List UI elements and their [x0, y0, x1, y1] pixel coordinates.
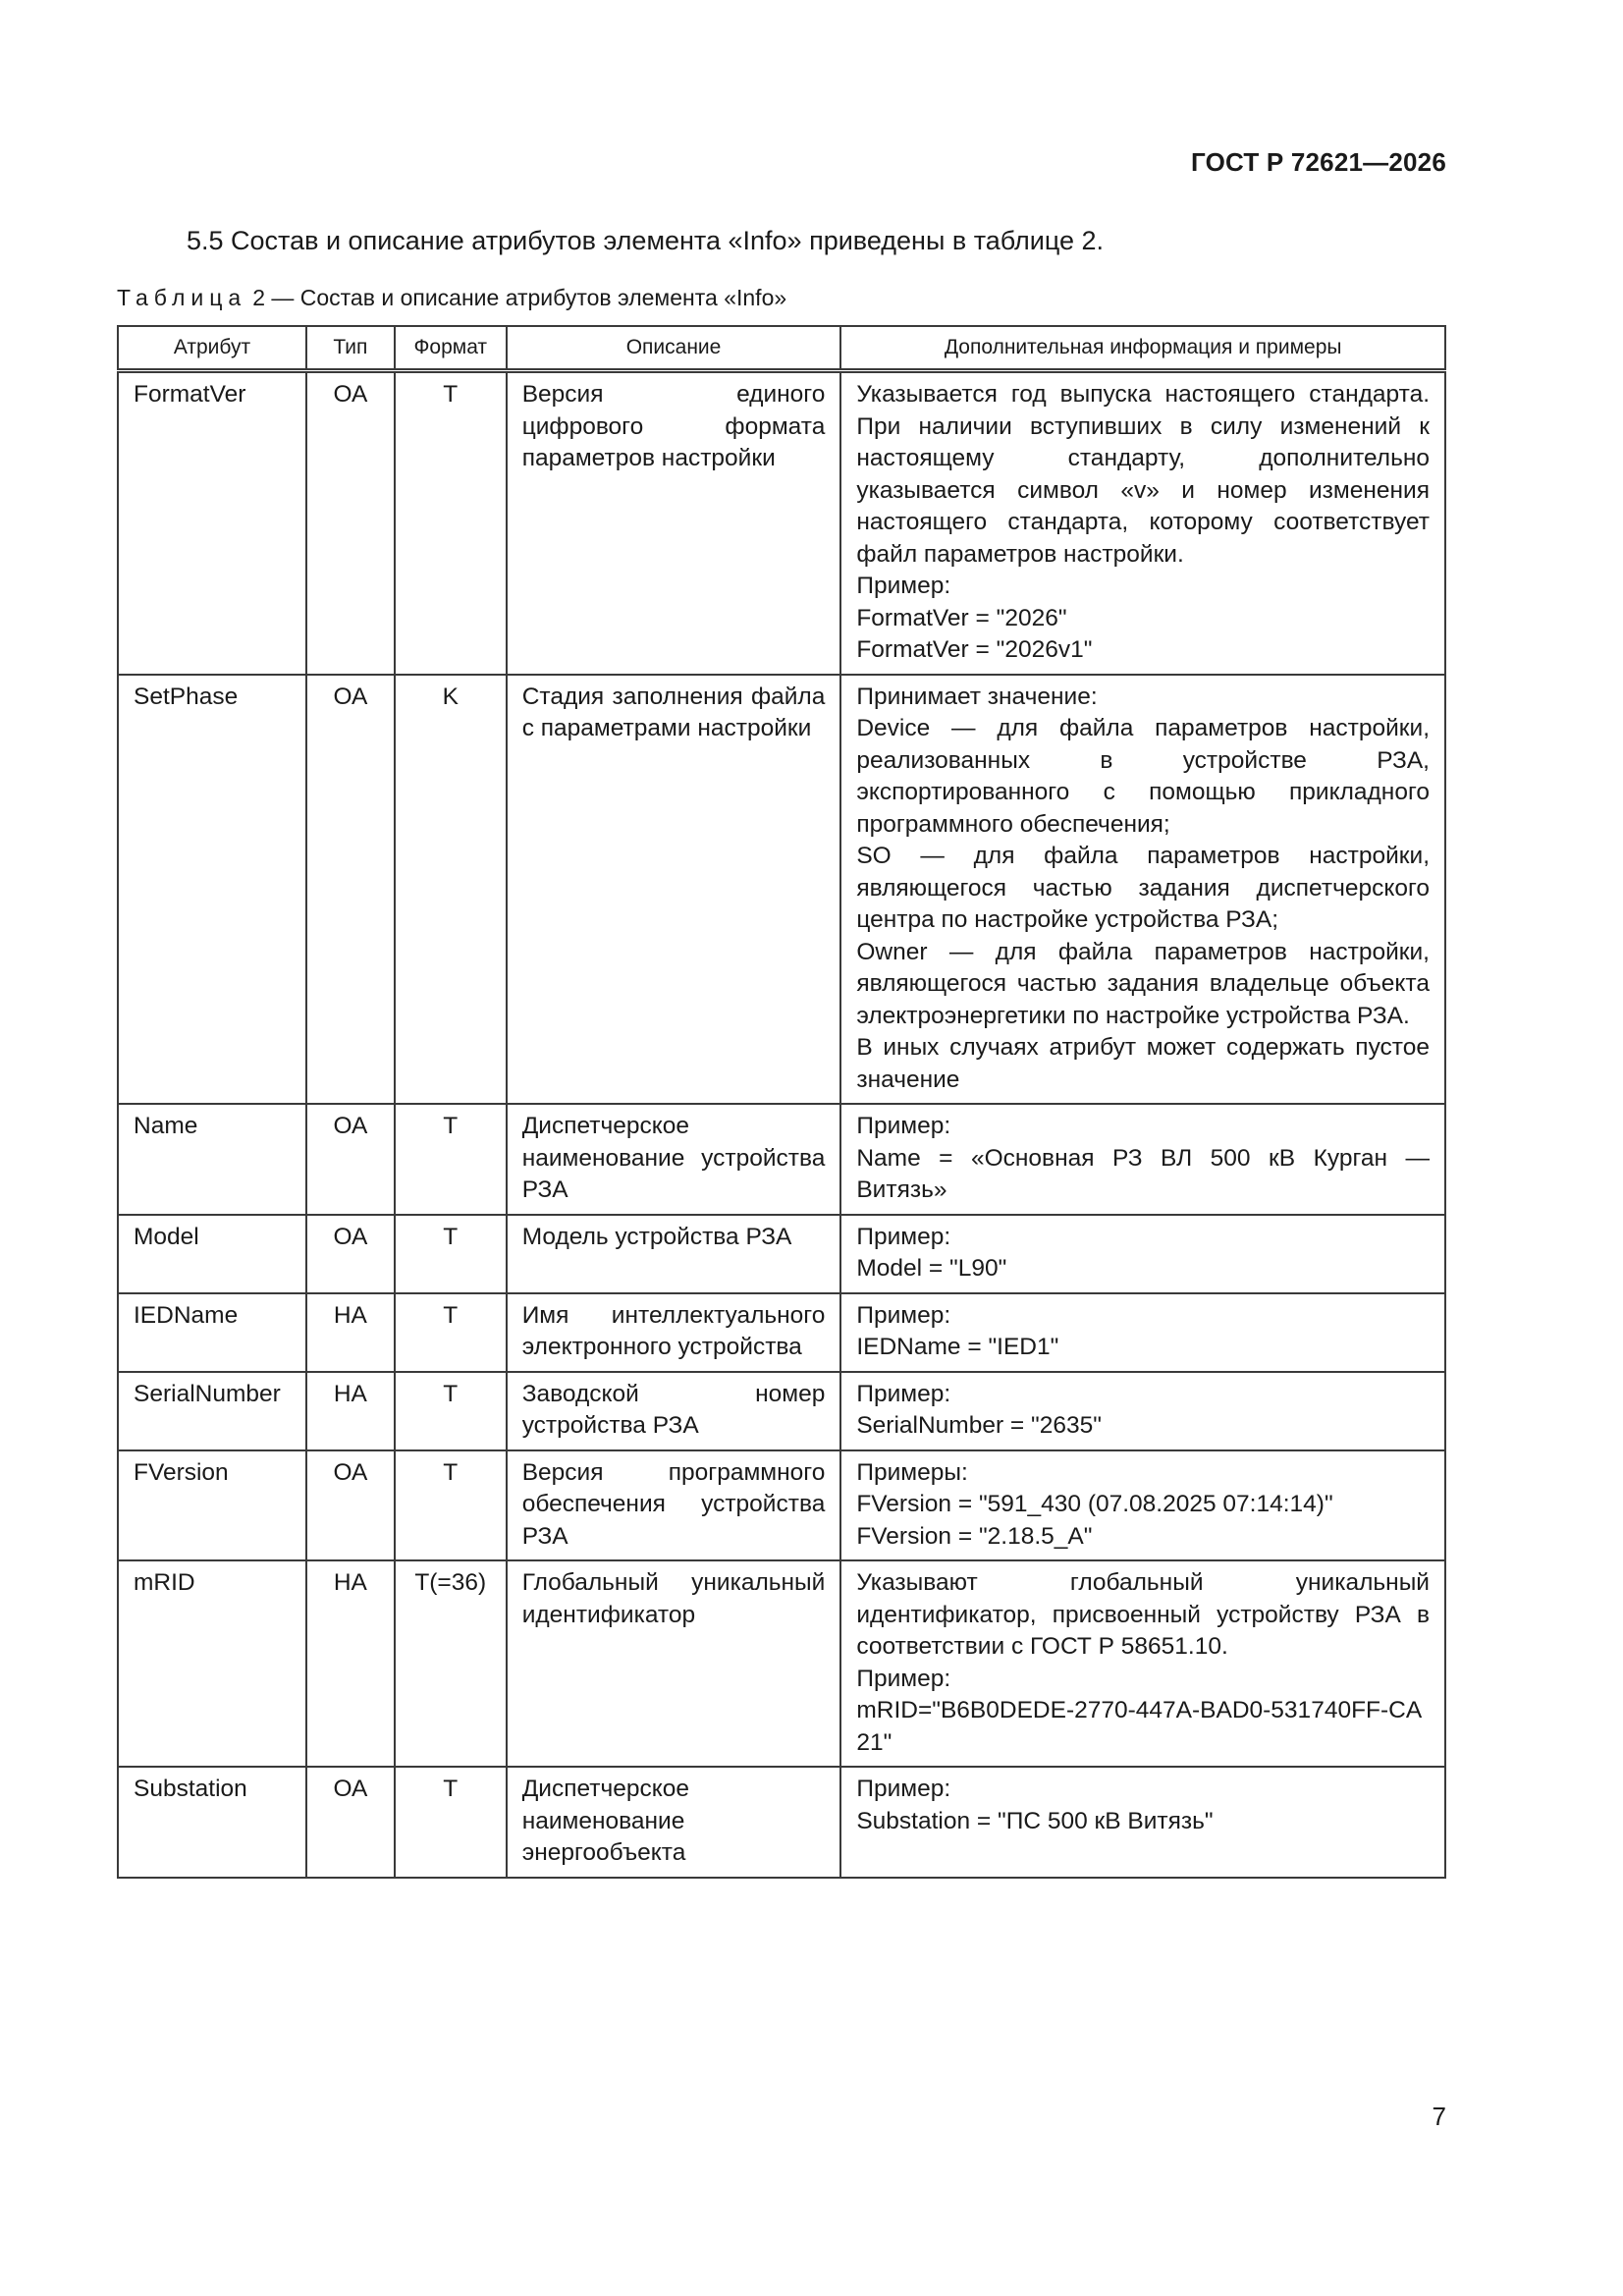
cell-type: ОА [306, 675, 395, 1105]
cell-type: ОА [306, 1767, 395, 1878]
cell-description: Глобальный уникальный идентификатор [507, 1560, 841, 1767]
info-line: В иных случаях атрибут может содержать пустое значение [856, 1034, 1430, 1093]
info-line: Пример: [856, 1665, 951, 1692]
header-type: Тип [306, 326, 395, 371]
cell-attribute: FVersion [118, 1450, 306, 1561]
cell-additional-info [840, 1104, 1445, 1215]
page-number: 7 [1432, 2102, 1446, 2131]
info-line: Device — для файла параметров настройки, реализованных в устройстве РЗА, экспортированного с помощью прикладного программного обеспечения; [856, 715, 1430, 838]
cell-additional-info [840, 675, 1445, 1105]
table-row [118, 1293, 1445, 1372]
cell-type: ОА [306, 371, 395, 675]
cell-format: Т [395, 1450, 507, 1561]
cell-description: Версия программного обеспечения устройства РЗА [507, 1450, 841, 1561]
info-line: SerialNumber = "2635" [856, 1412, 1102, 1439]
info-line: FormatVer = "2026" [856, 604, 1067, 631]
cell-description: Имя интеллектуального электронного устройства [507, 1293, 841, 1372]
attributes-table [117, 325, 1446, 1879]
header-format: Формат [395, 326, 507, 371]
cell-description: Модель устройства РЗА [507, 1215, 841, 1293]
cell-format: Т [395, 1293, 507, 1372]
cell-additional-info [840, 1560, 1445, 1767]
cell-attribute: IEDName [118, 1293, 306, 1372]
table-row [118, 371, 1445, 675]
cell-attribute: mRID [118, 1560, 306, 1767]
table-row [118, 1104, 1445, 1215]
table-caption [117, 285, 786, 311]
cell-type: НА [306, 1372, 395, 1450]
cell-description: Диспетчерское наименование энергообъекта [507, 1767, 841, 1878]
cell-description: Версия единого цифрового формата параметров настройки [507, 371, 841, 675]
info-line: Пример: [856, 1776, 951, 1802]
header-attribute: Атрибут [118, 326, 306, 371]
cell-format: Т [395, 1767, 507, 1878]
cell-format: Т [395, 1104, 507, 1215]
cell-type: НА [306, 1293, 395, 1372]
intro-paragraph: 5.5 Состав и описание атрибутов элемента «Info» приведены в таблице 2. [187, 226, 1105, 255]
table-row [118, 675, 1445, 1105]
cell-format: Т(=36) [395, 1560, 507, 1767]
info-line: Substation = "ПС 500 кВ Витязь" [856, 1807, 1214, 1834]
cell-attribute: SetPhase [118, 675, 306, 1105]
cell-format: Т [395, 1215, 507, 1293]
info-line: Пример: [856, 573, 951, 599]
table-row [118, 1767, 1445, 1878]
table-caption-text: 2 — Состав и описание атрибутов элемента «Info» [252, 285, 787, 310]
cell-attribute: FormatVer [118, 371, 306, 675]
info-line: FormatVer = "2026v1" [856, 636, 1093, 663]
info-line: Name = «Основная РЗ ВЛ 500 кВ Курган — Витязь» [856, 1144, 1430, 1203]
cell-description: Диспетчерское наименование устройства РЗА [507, 1104, 841, 1215]
info-line: Примеры: [856, 1458, 968, 1486]
info-line: IEDName = "IED1" [856, 1334, 1059, 1360]
info-line: mRID="B6B0DEDE-2770-447A-BAD0-531740FF-CA21" [856, 1697, 1423, 1756]
cell-type: ОА [306, 1450, 395, 1561]
info-line: Пример: [856, 1113, 951, 1139]
info-line: Пример: [856, 1301, 951, 1329]
cell-attribute: Substation [118, 1767, 306, 1878]
info-line: Model = "L90" [856, 1255, 1007, 1282]
header-additional-info: Дополнительная информация и примеры [840, 326, 1445, 371]
info-line: Пример: [856, 1380, 951, 1407]
info-line: FVersion = "591_430 (07.08.2025 07:14:14)" [856, 1491, 1333, 1517]
info-line: SO — для файла параметров настройки, являющегося частью задания диспетчерского центра по настройке устройства РЗА; [856, 843, 1430, 933]
cell-attribute: Model [118, 1215, 306, 1293]
cell-type: ОА [306, 1104, 395, 1215]
info-line: Указывается год выпуска настоящего стандарта. При наличии вступивших в силу изменений к настоящему стандарту, дополнительно указывается символ «v» и номер изменения настоящего стандарта, которому соответствует файл параметров настройки. [856, 381, 1430, 568]
table-caption-label: Таблица [117, 285, 247, 310]
cell-additional-info [840, 1450, 1445, 1561]
info-line: Указывают глобальный уникальный идентификатор, присвоенный устройству РЗА в соответствии с ГОСТ Р 58651.10. [856, 1569, 1430, 1660]
table-row [118, 1450, 1445, 1561]
cell-attribute: Name [118, 1104, 306, 1215]
cell-additional-info [840, 1767, 1445, 1878]
cell-format: Т [395, 1372, 507, 1450]
cell-type: ОА [306, 1215, 395, 1293]
header-description: Описание [507, 326, 841, 371]
cell-description: Заводской номер устройства РЗА [507, 1372, 841, 1450]
table-header [118, 326, 1445, 371]
cell-description: Стадия заполнения файла с параметрами настройки [507, 675, 841, 1105]
info-line: Принимает значение: [856, 683, 1098, 710]
cell-additional-info [840, 1293, 1445, 1372]
cell-format: K [395, 675, 507, 1105]
info-line: Пример: [856, 1223, 951, 1250]
cell-additional-info [840, 1215, 1445, 1293]
cell-type: НА [306, 1560, 395, 1767]
table-row [118, 1215, 1445, 1293]
document-code: ГОСТ Р 72621—2026 [1191, 147, 1446, 177]
cell-format: Т [395, 371, 507, 675]
cell-additional-info [840, 371, 1445, 675]
info-line: Owner — для файла параметров настройки, являющегося частью задания владельце объекта электроэнергетики по настройке устройства РЗА. [856, 938, 1430, 1029]
cell-attribute: SerialNumber [118, 1372, 306, 1450]
table-row [118, 1372, 1445, 1450]
cell-additional-info [840, 1372, 1445, 1450]
info-line: FVersion = "2.18.5_A" [856, 1522, 1093, 1550]
table-row [118, 1560, 1445, 1767]
